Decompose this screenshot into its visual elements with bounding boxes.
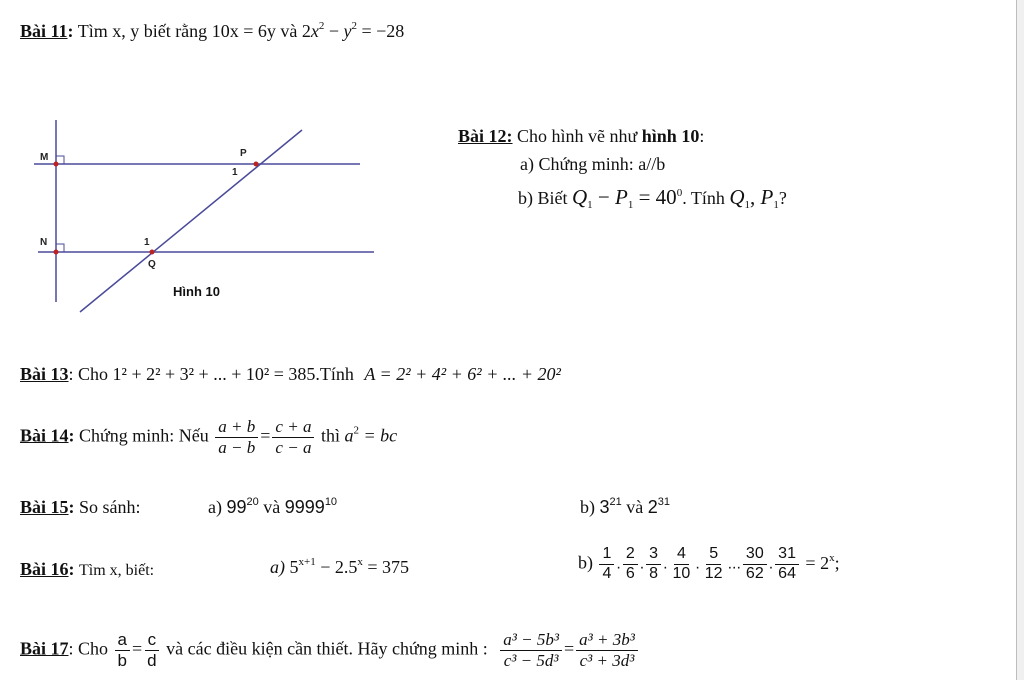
exercise-12-part-b: b) Biết $Q_1 - P_1 = 40^0$. Tính $Q_1$, $P_1$? — [518, 185, 787, 211]
exercise-16: Bài 16: Tìm x, biết: — [20, 559, 155, 579]
exercise-15: Bài 15: So sánh: — [20, 497, 141, 517]
exercise-12-intro: Cho hình vẽ như — [517, 126, 638, 146]
fraction-30-62: $\frac{30}{62}$ — [743, 546, 767, 583]
exercise-11-and: và — [280, 21, 298, 41]
exercise-14: Bài 14: Chứng minh: Nếu $\frac{a + b}{a - b}$ = $\frac{c + a}{c - a}$ thì $a^2$ = bc — [20, 417, 398, 457]
exercise-11-eq2: $2x^2 - y^2 = -28$ — [301, 20, 405, 41]
label-n: N — [40, 237, 48, 248]
exercise-12-label: Bài 12: — [458, 126, 513, 146]
exercise-11-text: Tìm x, y biết rằng — [77, 21, 208, 41]
fraction-31-64: $\frac{31}{64}$ — [775, 546, 799, 583]
label-q: Q — [148, 259, 156, 270]
exercise-12-title: Bài 12: Cho hình vẽ như hình 10: — [458, 126, 705, 146]
exercise-16-label: Bài 16 — [20, 559, 69, 579]
exercise-14-label: Bài 14 — [20, 425, 69, 446]
exercise-12-ref: hình 10 — [641, 126, 700, 146]
fraction-1-4: $\frac{1}{4}$ — [599, 546, 614, 583]
exercise-15-part-b: b) $3^{21}$ và $2^{31}$ — [580, 496, 671, 517]
exercise-17: Bài 17: Cho $\frac{a}{b}$ = $\frac{c}{d}$ và các điều kiện cần thiết. Hãy chứng minh : $\frac{\text{a³ − 5b³}}{\text{c³ − 5d³}}$ = $\frac{\text{a³ + 3b³}}{\text{c³ + 3d³}}$ — [20, 631, 640, 670]
fraction-2-6: $\frac{2}{6}$ — [623, 546, 638, 583]
exercise-16-part-b: b) $\frac{1}{4}$ . $\frac{2}{6}$ . $\frac{3}{8}$ . $\frac{4}{10}$ . $\frac{5}{12}$ ... $\frac{30}{62}$ . $\frac{31}{64}$ = $2^x$; — [578, 545, 840, 582]
exercise-16-part-a: a) $5^{x+1} - 2.5^x = 375$ — [270, 556, 410, 577]
label-angle-p1: 1 — [232, 167, 238, 178]
exercise-11: Bài 11: Tìm x, y biết rằng 10x = 6y và $2x^2 - y^2 = -28$ — [20, 20, 405, 41]
label-angle-q1: 1 — [144, 237, 150, 248]
label-p: P — [240, 148, 247, 159]
point-p — [254, 162, 259, 167]
exercise-13-label: Bài 13 — [20, 364, 69, 384]
exercise-12-part-a: a) Chứng minh: a//b — [520, 154, 666, 174]
exercise-13: Bài 13: Cho 1² + 2² + 3² + ... + 10² = 385.Tính A = 2² + 4² + 6² + ... + 20² — [20, 364, 561, 384]
exercise-13-sum: 1² + 2² + 3² + ... + 10² = 385. — [112, 364, 320, 384]
exercise-15-part-a: a) $99^{20}$ và 9999$^{10}$ — [208, 496, 338, 517]
point-q — [150, 250, 155, 255]
exercise-11-label: Bài 11 — [20, 21, 68, 41]
page-edge — [1016, 0, 1024, 680]
fraction-3-8: $\frac{3}{8}$ — [646, 546, 661, 583]
exercise-13-expression-a: A = 2² + 4² + 6² + ... + 20² — [364, 364, 561, 384]
exercise-15-label: Bài 15 — [20, 497, 69, 517]
point-m — [54, 162, 59, 167]
exercise-11-eq1: 10x = 6y — [211, 21, 276, 41]
exercise-17-label: Bài 17 — [20, 638, 69, 659]
label-m: M — [40, 152, 49, 163]
point-n — [54, 250, 59, 255]
figure-caption: Hình 10 — [173, 284, 220, 299]
fraction-5-12: $\frac{5}{12}$ — [704, 545, 723, 582]
geometry-figure — [28, 118, 388, 318]
fraction-4-10: $\frac{4}{10}$ — [672, 545, 691, 582]
